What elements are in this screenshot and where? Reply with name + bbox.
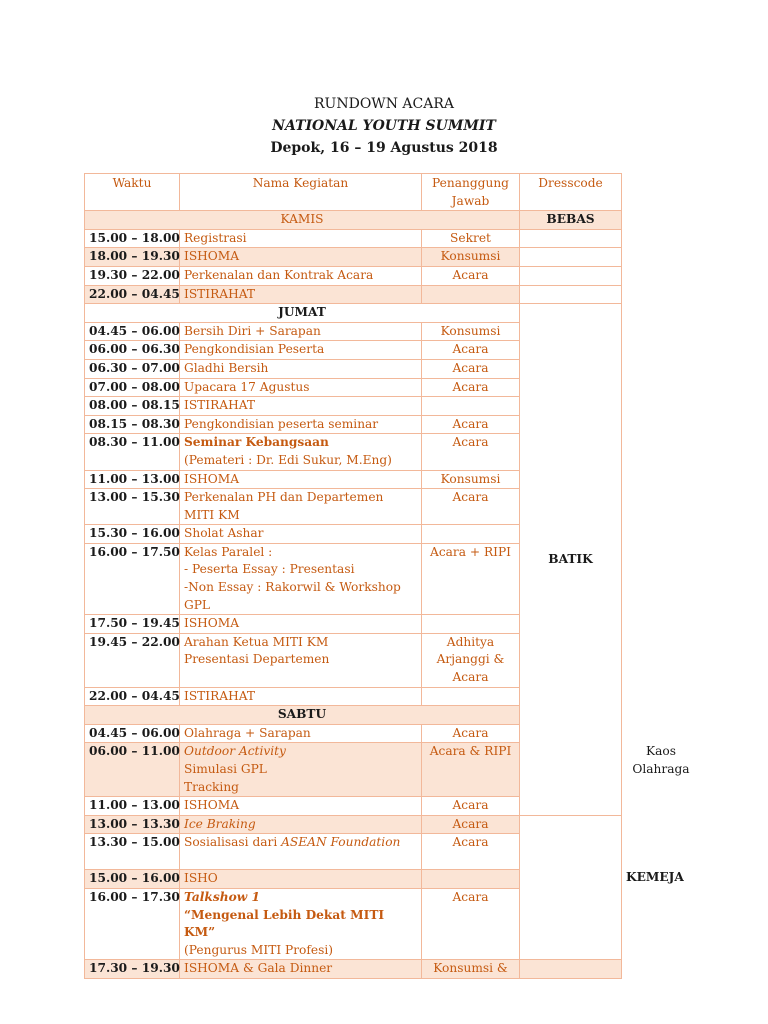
table-row	[85, 266, 622, 285]
day-row-kamis	[85, 211, 622, 230]
activity-text-italic: ASEAN Foundation	[281, 835, 401, 850]
pic-cell: Acara	[422, 797, 520, 816]
time-cell: 13.30 – 15.00	[85, 834, 180, 870]
time-cell: 19.45 – 22.00	[85, 633, 180, 687]
table-row	[85, 248, 622, 267]
pic-cell	[422, 633, 520, 687]
activity-line: Tracking	[184, 779, 239, 794]
activity-cell	[180, 489, 422, 525]
table-row	[85, 229, 622, 248]
activity-cell: Upacara 17 Agustus	[180, 378, 422, 397]
activity-cell: ISHO	[180, 870, 422, 889]
pic-cell: Konsumsi &	[422, 960, 520, 979]
time-cell: 22.00 – 04.45	[85, 687, 180, 706]
activity-line: Arahan Ketua MITI KM	[184, 634, 329, 649]
pic-cell: Acara	[422, 341, 520, 360]
activity-cell: Pengkondisian peserta seminar	[180, 415, 422, 434]
time-cell: 19.30 – 22.00	[85, 266, 180, 285]
activity-cell: ISHOMA	[180, 615, 422, 634]
time-cell: 07.00 – 08.00	[85, 378, 180, 397]
dresscode-batik: BATIK	[520, 304, 622, 816]
dresscode-cell	[520, 229, 622, 248]
day-row-jumat	[85, 304, 622, 323]
pic-cell: Acara	[422, 378, 520, 397]
activity-line: (Pengurus MITI Profesi)	[184, 942, 334, 957]
time-cell: 08.00 – 08.15	[85, 397, 180, 416]
time-cell: 06.00 – 11.00	[85, 743, 180, 797]
activity-cell: ISHOMA	[180, 248, 422, 267]
table-row: 11.00 – 13.00 ISHOMA Acara KEMEJA	[85, 797, 622, 816]
time-cell: 17.30 – 19.30	[85, 960, 180, 979]
pic-cell: Konsumsi	[422, 470, 520, 489]
activity-line: Presentasi Departemen	[184, 652, 330, 667]
time-cell: 22.00 – 04.45	[85, 285, 180, 304]
pic-cell	[422, 687, 520, 706]
time-cell: 15.00 – 18.00	[85, 229, 180, 248]
activity-cell: Bersih Diri + Sarapan	[180, 322, 422, 341]
time-cell: 06.30 – 07.00	[85, 359, 180, 378]
pic-cell: Acara	[422, 888, 520, 959]
time-cell: 08.30 – 11.00	[85, 434, 180, 470]
time-cell: 13.00 – 13.30	[85, 815, 180, 834]
activity-cell: ISTIRAHAT	[180, 687, 422, 706]
activity-line: Talkshow 1	[184, 889, 260, 904]
pic-cell: Acara	[422, 815, 520, 834]
activity-line: “Mengenal Lebih Dekat MITI KM”	[184, 907, 385, 940]
title-rundown: RUNDOWN ACARA	[314, 96, 454, 112]
rundown-table	[84, 173, 690, 979]
activity-line: Kelas Paralel :	[184, 544, 273, 559]
pic-cell	[422, 525, 520, 544]
header-nama-kegiatan: Nama Kegiatan	[180, 174, 422, 211]
activity-cell: Olahraga + Sarapan	[180, 724, 422, 743]
pic-cell	[422, 397, 520, 416]
time-cell: 16.00 – 17.30	[85, 888, 180, 959]
activity-line: Simulasi GPL	[184, 762, 267, 776]
activity-line: GPL	[184, 597, 211, 612]
day-label-kamis: KAMIS	[85, 211, 520, 230]
pic-cell: Acara	[422, 266, 520, 285]
pic-cell: Acara	[422, 834, 520, 870]
activity-cell: ISHOMA & Gala Dinner	[180, 960, 422, 979]
pic-cell	[422, 870, 520, 889]
table-row	[85, 870, 622, 889]
activity-cell: Perkenalan dan Kontrak Acara	[180, 266, 422, 285]
activity-cell: ISHOMA	[180, 470, 422, 489]
dresscode-cell	[520, 960, 622, 979]
pic-line: Acara	[452, 670, 489, 685]
day-label-jumat: JUMAT	[85, 304, 520, 323]
activity-text: Sosialisasi dari	[184, 835, 282, 850]
dresscode-cell	[520, 285, 622, 304]
pic-cell: Acara	[422, 415, 520, 434]
table-row	[85, 285, 622, 304]
activity-line: -Non Essay : Rakorwil & Workshop	[184, 580, 401, 595]
table-row	[85, 888, 622, 959]
pic-cell: Acara	[422, 489, 520, 525]
header-dresscode: Dresscode	[520, 174, 622, 211]
time-cell: 08.15 – 08.30	[85, 415, 180, 434]
time-cell: 06.00 – 06.30	[85, 341, 180, 360]
table-row	[85, 815, 622, 834]
activity-line: Seminar Kebangsaan	[184, 435, 329, 450]
pic-cell: Acara & RIPI	[422, 743, 520, 797]
dresscode-cell	[520, 248, 622, 267]
pic-cell	[422, 615, 520, 634]
table-header-row	[85, 174, 622, 211]
pic-cell: Acara	[422, 359, 520, 378]
activity-cell: ISHOMA	[180, 797, 422, 816]
title-location-date: Depok, 16 – 19 Agustus 2018	[270, 140, 498, 156]
header-waktu: Waktu	[85, 174, 180, 211]
pic-cell: Acara	[422, 724, 520, 743]
dresscode-cell	[520, 266, 622, 285]
time-cell: 15.00 – 16.00	[85, 870, 180, 889]
activity-cell: ISTIRAHAT	[180, 397, 422, 416]
time-cell: 17.50 – 19.45	[85, 615, 180, 634]
activity-line: Perkenalan PH dan Departemen	[184, 490, 384, 505]
activity-cell	[180, 888, 422, 959]
title-event-name: NATIONAL YOUTH SUMMIT	[272, 118, 496, 134]
activity-line: - Peserta Essay : Presentasi	[184, 562, 355, 577]
pic-cell: Acara + RIPI	[422, 543, 520, 614]
activity-cell	[180, 743, 422, 797]
header-penanggung-jawab: Penanggung Jawab	[422, 174, 520, 211]
pic-cell: Konsumsi	[422, 248, 520, 267]
time-cell: 04.45 – 06.00	[85, 724, 180, 743]
pic-line: Arjanggi &	[436, 652, 505, 667]
day-label-sabtu: SABTU	[85, 706, 520, 725]
pic-cell: Konsumsi	[422, 322, 520, 341]
activity-line: MITI KM	[184, 507, 240, 522]
time-cell: 04.45 – 06.00	[85, 322, 180, 341]
time-cell: 11.00 – 13.00	[85, 470, 180, 489]
activity-cell: Ice Braking	[180, 815, 422, 834]
activity-cell	[180, 834, 422, 870]
table-row	[85, 834, 622, 870]
activity-cell: Sholat Ashar	[180, 525, 422, 544]
time-cell: 16.00 – 17.50	[85, 543, 180, 614]
activity-cell	[180, 543, 422, 614]
activity-cell: Gladhi Bersih	[180, 359, 422, 378]
pic-cell	[422, 285, 520, 304]
activity-line: (Pemateri : Dr. Edi Sukur, M.Eng)	[184, 452, 392, 467]
table-row	[85, 960, 622, 979]
time-cell: 13.00 – 15.30	[85, 489, 180, 525]
time-cell: 18.00 – 19.30	[85, 248, 180, 267]
dresscode-kaos-label: Kaos Olahraga	[632, 743, 690, 776]
activity-cell: Registrasi	[180, 229, 422, 248]
activity-cell	[180, 434, 422, 470]
activity-cell	[180, 633, 422, 687]
pic-cell: Acara	[422, 434, 520, 470]
document-title-block	[0, 93, 768, 159]
activity-line: Outdoor Activity	[184, 744, 286, 759]
pic-cell: Sekret	[422, 229, 520, 248]
time-cell: 15.30 – 16.00	[85, 525, 180, 544]
dresscode-bebas: BEBAS	[520, 211, 622, 230]
activity-cell: ISTIRAHAT	[180, 285, 422, 304]
pic-line: Adhitya	[446, 634, 495, 649]
time-cell: 11.00 – 13.00	[85, 797, 180, 816]
activity-cell: Pengkondisian Peserta	[180, 341, 422, 360]
